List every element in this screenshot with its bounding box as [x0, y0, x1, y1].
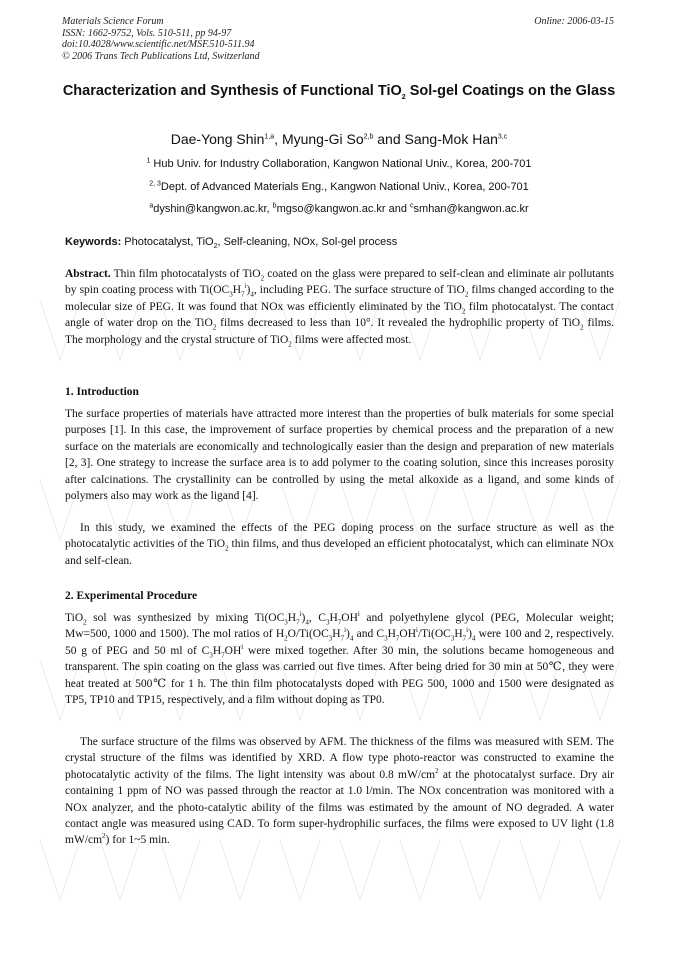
issn-line: ISSN: 1662-9752, Vols. 510-511, pp 94-97 [62, 27, 232, 39]
author-shin: Dae-Yong Shin [170, 131, 265, 147]
intro-paragraph-2: In this study, we examined the effects of the PEG doping process on the surface structure as well as the photocatalytic activities of the TiO$_2$ thin films, and thus developed an efficient photocatalyst, which can eliminate NOx and self-clean. [65, 522, 614, 567]
author-list: Dae-Yong Shin$^{1,a}$, Myung-Gi So$^{2,b}$ and Sang-Mok Han$^{3,c}$ [170, 131, 508, 147]
abstract-label: Abstract. [65, 268, 111, 280]
online-date: Online: 2006-03-15 [534, 16, 614, 27]
paper-title: Characterization and Synthesis of Functional TiO$_2$ Sol-gel Coatings on the Glass [62, 83, 616, 101]
affiliation-1: $^1$ Hub Univ. for Industry Collaboration, Kangwon National Univ., Korea, 200-701 [146, 157, 532, 170]
author-emails: $^a$dyshin@kangwon.ac.kr, $^b$mgso@kangwon.ac.kr and $^c$smhan@kangwon.ac.kr [149, 202, 529, 215]
copyright-line: © 2006 Trans Tech Publications Ltd, Switzerland [62, 50, 260, 62]
email-shin[interactable]: dyshin@kangwon.ac.kr, [153, 203, 273, 215]
affiliation-2: $^{2, 3}$Dept. of Advanced Materials Eng., Kangwon National Univ., Korea, 200-701 [149, 180, 529, 193]
experimental-paragraph-2: The surface structure of the films was observed by AFM. The thickness of the films was measured with SEM. The crystal structure of the films was identified by XRD. A flow type photo-reactor was constructed to examine the photocatalytic activity of the films. The light intensity was about 0.8 $mW/cm^2$ at the photocatalyst surface. Dry air containing 1 ppm of NO was passed through the reactor at 1.0 l/min. The NOx concentration was monitored with a NOx analyzer, and the photo-catalytic ability of the films was estimated by the amount of NO degraded. A water contact angle was measured using CAD. To form super-hydrophilic surfaces, the films were exposed to UV light (1.8 $mW/cm^2$) for 1~5 min. [65, 736, 614, 847]
section-heading-introduction: 1. Introduction [65, 386, 139, 398]
intro-paragraph-1: The surface properties of materials have attracted more interest than the properties of bulk materials for some special purposes [1]. In this case, the improvement of surface properties by chemical process and the preparation of a new surface on the materials are economically and technologically easier than the design and preparation of new materials [2, 3]. One strategy to increase the surface area is to add polymer to the coating solution, since this increases porosity after calcinations. The crystallinity can be controlled by using the metal alkoxide as a ligand, and some kinds of polymers also may work as the ligand [4]. [65, 408, 614, 503]
author-han: Sang-Mok Han [404, 131, 498, 147]
email-han[interactable]: smhan@kangwon.ac.kr [413, 203, 529, 215]
section-heading-experimental: 2. Experimental Procedure [65, 590, 198, 602]
doi-line[interactable]: doi:10.4028/www.scientific.net/MSF.510-511.94 [62, 39, 255, 50]
keywords: Keywords: Photocatalyst, TiO$_2$, Self-cleaning, NOx, Sol-gel process [65, 236, 398, 251]
author-so: Myung-Gi So [281, 131, 364, 147]
journal-name: Materials Science Forum [62, 16, 164, 27]
email-so[interactable]: mgso@kangwon.ac.kr and [276, 203, 411, 215]
abstract: Abstract. Thin film photocatalysts of TiO$_2$ coated on the glass were prepared to self-clean and eliminate air pollutants by spin coating process with $Ti(OC_3H_7^i)_4$, including PEG. The surface structure of TiO$_2$ films changed according to the molecular size of PEG. It was found that NOx was efficiently eliminated by the TiO$_2$ film photocatalyst. The contact angle of water drop on the TiO$_2$ films decreased to less than 10°. It revealed the hydrophilic property of TiO$_2$ films. The morphology and the crystal structure of TiO$_2$ films were affected most. [65, 268, 615, 348]
experimental-paragraph-1: TiO$_2$ sol was synthesized by mixing $Ti(OC_3H_7^i)_4$, $C_3H_7OH^i$ and polyethylene glycol (PEG, Molecular weight; Mw=500, 1000 and 1500). The mol ratios of $H_2O/Ti(OC_3H_7^i)_4$ and $C_3H_7OH^i/Ti(OC_3H_7^i)_4$ were 100 and 2, respectively. 50 g of PEG and 50 ml of $C_3H_7OH^i$ were mixed together. After 30 min, the solutions became homogeneous and transparent. The spin coating on the glass was carried out five times. After being dried for 30 min at 50℃, they were heat treated at 500℃ for 1 h. The thin film photocatalysts doped with PEG 500, 1000 and 1500 were designated as TP5, TP10 and TP15, respectively, and a film without doping as TP0. [65, 610, 614, 707]
journal-header [62, 16, 260, 62]
